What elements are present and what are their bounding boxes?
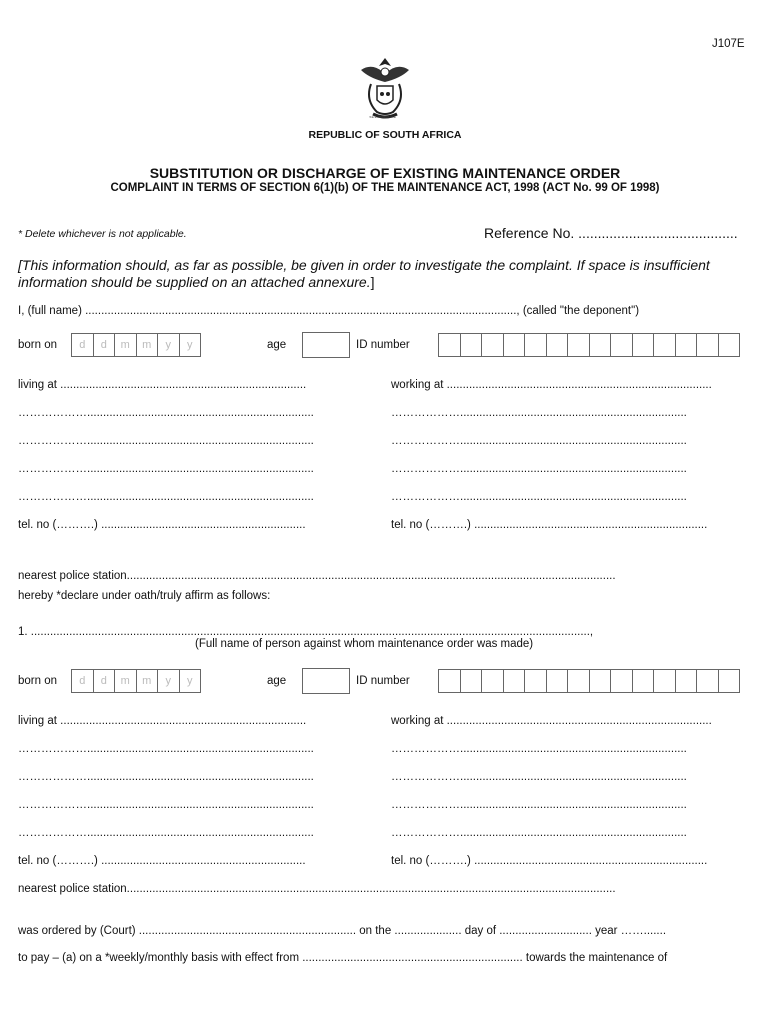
declare-statement: hereby *declare under oath/truly affirm as follows: — [18, 590, 271, 602]
id-cell[interactable] — [610, 333, 633, 357]
living-address-line[interactable]: ………………....................................................................... — [18, 771, 314, 783]
age-label: age — [267, 675, 287, 687]
id-cell[interactable] — [632, 333, 655, 357]
id-cell[interactable] — [546, 333, 569, 357]
born-on-label: born on — [18, 675, 58, 687]
form-code: J107E — [712, 38, 745, 50]
working-address-line[interactable]: ………………....................................................................... — [391, 407, 687, 419]
id-cell[interactable] — [546, 669, 569, 693]
date-cell[interactable]: d — [93, 333, 116, 357]
id-cell[interactable] — [696, 333, 719, 357]
id-cell[interactable] — [503, 333, 526, 357]
date-cell[interactable]: d — [93, 669, 116, 693]
date-cell[interactable]: y — [157, 669, 180, 693]
police-station-line[interactable]: nearest police station......................................................................................................................................................... — [18, 883, 616, 895]
id-number-label: ID number — [356, 675, 410, 687]
working-address-line[interactable]: ………………....................................................................... — [391, 827, 687, 839]
id-cell[interactable] — [632, 669, 655, 693]
respondent-dob-boxes[interactable] — [71, 669, 201, 693]
info-line-2-bracket: ] — [370, 274, 375, 290]
tel-home-line[interactable]: tel. no (……….) ................................................................ — [18, 519, 306, 531]
form-subtitle: COMPLAINT IN TERMS OF SECTION 6(1)(b) OF THE MAINTENANCE ACT, 1998 (ACT No. 99 OF 1998) — [110, 182, 660, 194]
id-cell[interactable] — [653, 333, 676, 357]
living-address-line[interactable]: ………………....................................................................... — [18, 827, 314, 839]
living-address-line[interactable]: ………………....................................................................... — [18, 463, 314, 475]
payment-line[interactable]: to pay – (a) on a *weekly/monthly basis with effect from ..................................................................... towards the maintenance of — [18, 952, 668, 964]
coat-of-arms-icon — [355, 52, 415, 122]
id-cell[interactable] — [503, 669, 526, 693]
police-station-line[interactable]: nearest police station......................................................................................................................................................... — [18, 570, 616, 582]
living-address-line[interactable]: ………………....................................................................... — [18, 799, 314, 811]
delete-note: * Delete whichever is not applicable. — [18, 228, 187, 240]
date-cell[interactable]: m — [136, 333, 159, 357]
born-on-label: born on — [18, 339, 58, 351]
deponent-dob-boxes[interactable] — [71, 333, 201, 357]
living-address-line[interactable]: ………………....................................................................... — [18, 407, 314, 419]
id-cell[interactable] — [718, 669, 741, 693]
deponent-age-box[interactable] — [302, 332, 350, 358]
id-cell[interactable] — [589, 669, 612, 693]
working-address-line[interactable]: ………………....................................................................... — [391, 435, 687, 447]
date-cell[interactable]: m — [114, 333, 137, 357]
id-cell[interactable] — [696, 669, 719, 693]
deponent-id-boxes[interactable] — [438, 333, 740, 357]
id-cell[interactable] — [675, 669, 698, 693]
date-cell[interactable]: y — [179, 333, 202, 357]
id-cell[interactable] — [610, 669, 633, 693]
id-cell[interactable] — [718, 333, 741, 357]
living-at-line[interactable]: living at ............................................................................. — [18, 715, 307, 727]
court-order-line[interactable]: was ordered by (Court) .................................................................... on the ..................... day of ............................. year ……....... — [18, 925, 667, 937]
id-cell[interactable] — [460, 333, 483, 357]
date-cell[interactable]: m — [136, 669, 159, 693]
republic-label: REPUBLIC OF SOUTH AFRICA — [308, 129, 462, 141]
date-cell[interactable]: d — [71, 333, 94, 357]
id-cell[interactable] — [524, 333, 547, 357]
working-address-line[interactable]: ………………....................................................................... — [391, 771, 687, 783]
working-at-line[interactable]: working at ................................................................................... — [391, 715, 712, 727]
date-cell[interactable]: m — [114, 669, 137, 693]
respondent-name-line[interactable]: 1. ..............................................................................................................................................................................., — [18, 626, 594, 638]
reference-number[interactable]: Reference No. ......................................... — [484, 225, 738, 241]
living-address-line[interactable]: ………………....................................................................... — [18, 435, 314, 447]
date-cell[interactable]: y — [157, 333, 180, 357]
id-cell[interactable] — [675, 333, 698, 357]
living-address-line[interactable]: ………………....................................................................... — [18, 743, 314, 755]
info-line-1: [This information should, as far as possible, be given in order to investigate the complaint. If space is insufficient — [18, 257, 710, 273]
full-name-line[interactable]: I, (full name) ......................................................................................................................................., (called "the deponent") — [18, 305, 640, 317]
id-cell[interactable] — [481, 333, 504, 357]
id-cell[interactable] — [481, 669, 504, 693]
id-cell[interactable] — [438, 669, 461, 693]
working-address-line[interactable]: ………………....................................................................... — [391, 743, 687, 755]
id-cell[interactable] — [438, 333, 461, 357]
info-line-2-text: information should be supplied on an attached annexure. — [18, 274, 371, 290]
id-cell[interactable] — [524, 669, 547, 693]
date-cell[interactable]: d — [71, 669, 94, 693]
living-address-line[interactable]: ………………....................................................................... — [18, 491, 314, 503]
emblem-motto: !KE E: /XARRA //KE — [369, 115, 396, 119]
tel-home-line[interactable]: tel. no (……….) ................................................................ — [18, 855, 306, 867]
id-cell[interactable] — [653, 669, 676, 693]
info-line-2 — [18, 274, 374, 290]
age-label: age — [267, 339, 287, 351]
tel-work-line[interactable]: tel. no (……….) ......................................................................... — [391, 855, 708, 867]
living-at-line[interactable]: living at ............................................................................. — [18, 379, 307, 391]
id-cell[interactable] — [567, 669, 590, 693]
working-address-line[interactable]: ………………....................................................................... — [391, 491, 687, 503]
working-at-line[interactable]: working at ................................................................................... — [391, 379, 712, 391]
id-cell[interactable] — [567, 333, 590, 357]
respondent-id-boxes[interactable] — [438, 669, 740, 693]
working-address-line[interactable]: ………………....................................................................... — [391, 463, 687, 475]
id-cell[interactable] — [589, 333, 612, 357]
respondent-name-caption: (Full name of person against whom maintenance order was made) — [195, 638, 534, 650]
id-cell[interactable] — [460, 669, 483, 693]
date-cell[interactable]: y — [179, 669, 202, 693]
tel-work-line[interactable]: tel. no (……….) ......................................................................... — [391, 519, 708, 531]
respondent-age-box[interactable] — [302, 668, 350, 694]
form-title: SUBSTITUTION OR DISCHARGE OF EXISTING MAINTENANCE ORDER — [149, 165, 621, 181]
id-number-label: ID number — [356, 339, 410, 351]
working-address-line[interactable]: ………………....................................................................... — [391, 799, 687, 811]
